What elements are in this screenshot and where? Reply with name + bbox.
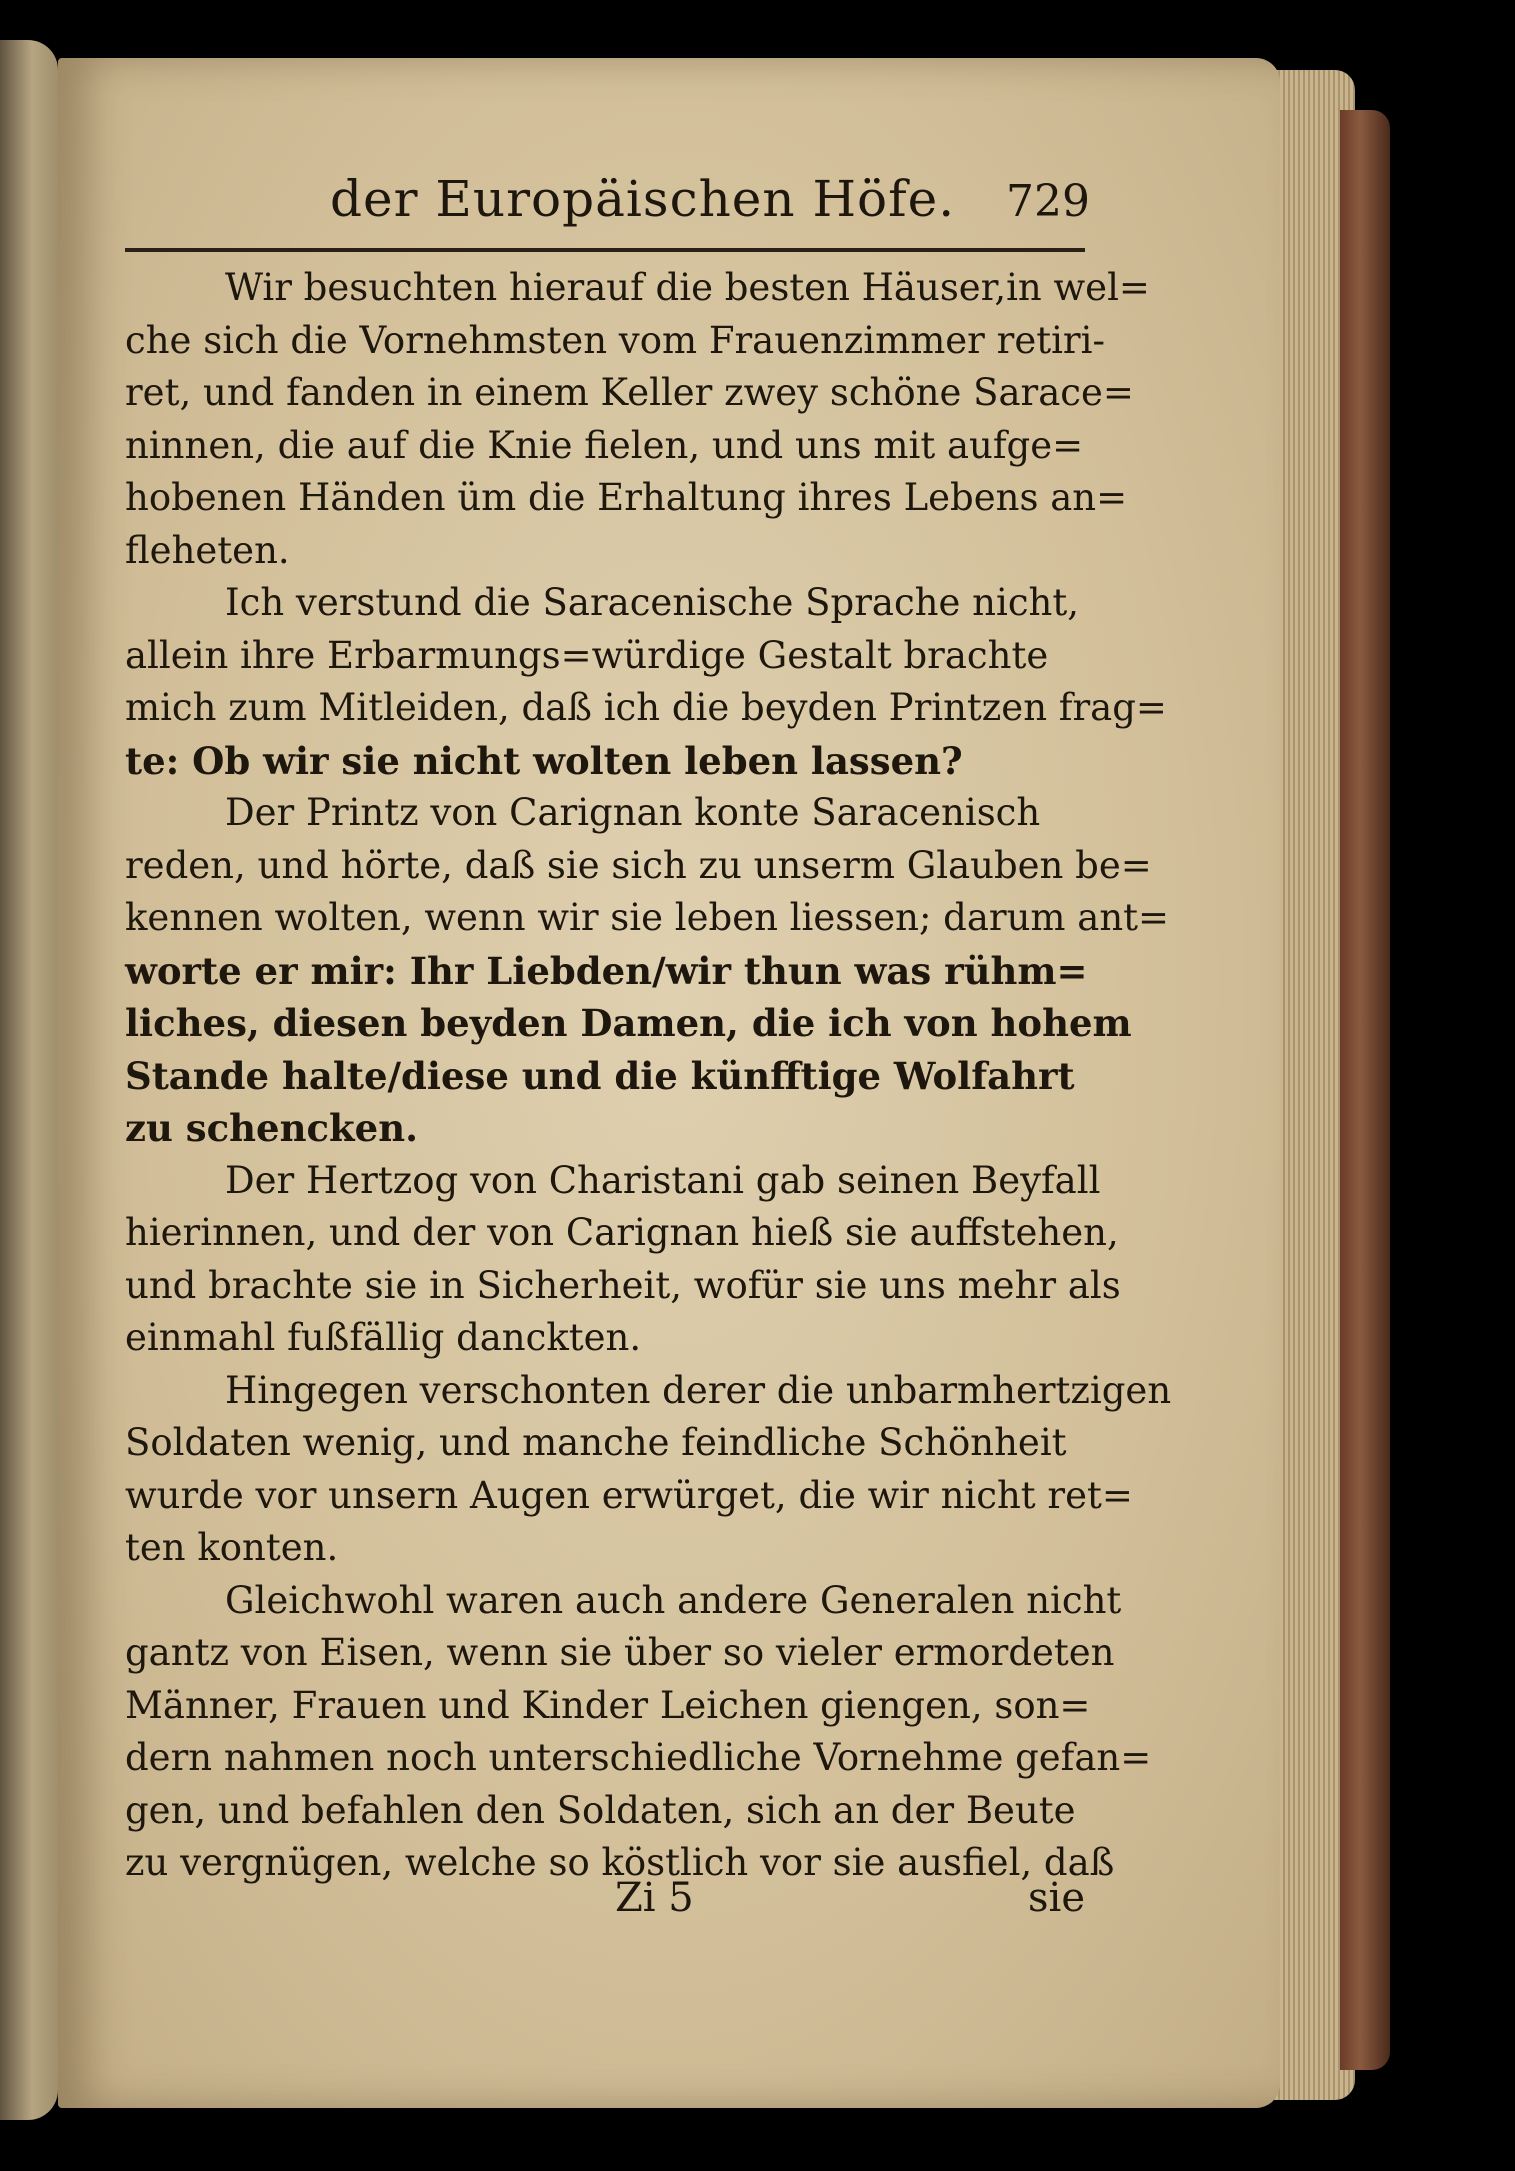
- text-line: mich zum Mitleiden, daß ich die beyden Printzen frag=: [125, 686, 1167, 729]
- page-number: 729: [1006, 176, 1090, 227]
- catchword: sie: [1028, 1875, 1085, 1921]
- text-line: hobenen Händen üm die Erhaltung ihres Lebens an=: [125, 476, 1128, 519]
- signature-mark: Zi 5: [615, 1875, 694, 1921]
- text-line: zu schencken.: [125, 1106, 418, 1150]
- text-line: einmahl fußfällig danckten.: [125, 1316, 642, 1359]
- body-text: [125, 262, 1172, 1890]
- text-line: Soldaten wenig, und manche feindliche Schönheit: [125, 1421, 1067, 1464]
- text-line: allein ihre Erbarmungs=würdige Gestalt brachte: [125, 633, 1049, 677]
- text-line: ninnen, die auf die Knie fielen, und uns mit aufge=: [125, 423, 1084, 467]
- text-line: hierinnen, und der von Carignan hieß sie auffstehen,: [125, 1211, 1119, 1254]
- text-line: fleheten.: [125, 528, 290, 572]
- text-line: Der Hertzog von Charistani gab seinen Beyfall: [225, 1158, 1101, 1202]
- page-footer: [125, 1875, 1085, 1935]
- text-line: ret, und fanden in einem Keller zwey schöne Sarace=: [125, 371, 1134, 414]
- text-line: ten konten.: [125, 1526, 339, 1569]
- text-line: gen, und befahlen den Soldaten, sich an der Beute: [125, 1788, 1076, 1832]
- text-line: dern nahmen noch unterschiedliche Vornehme gefan=: [125, 1736, 1152, 1779]
- text-line: worte er mir: Ihr Liebden/wir thun was rühm=: [125, 948, 1088, 993]
- text-line: Wir besuchten hierauf die besten Häuser,in wel=: [225, 266, 1150, 309]
- text-line: Der Printz von Carignan konte Saracenisch: [225, 791, 1041, 834]
- book-cover-edge: [1340, 110, 1390, 2070]
- text-line: Gleichwohl waren auch andere Generalen nicht: [225, 1578, 1122, 1622]
- text-line: kennen wolten, wenn wir sie leben liessen; darum ant=: [125, 896, 1170, 939]
- text-line: Männer, Frauen und Kinder Leichen giengen, son=: [125, 1683, 1091, 1727]
- header-rule: [125, 248, 1085, 252]
- page-header: [330, 170, 1090, 240]
- text-line: liches, diesen beyden Damen, die ich von hohem: [125, 1001, 1132, 1045]
- text-line: Stande halte/diese und die künfftige Wolfahrt: [125, 1053, 1075, 1098]
- facing-page-edge: [0, 40, 58, 2120]
- text-line: che sich die Vornehmsten vom Frauenzimmer retiri-: [125, 318, 1105, 362]
- text-line: Hingegen verschonten derer die unbarmhertzigen: [225, 1368, 1172, 1412]
- text-line: Ich verstund die Saracenische Sprache nicht,: [225, 581, 1080, 624]
- running-head: der Europäischen Höfe.: [330, 170, 956, 228]
- text-line: gantz von Eisen, wenn sie über so vieler ermordeten: [125, 1631, 1115, 1674]
- text-line: wurde vor unsern Augen erwürget, die wir nicht ret=: [125, 1473, 1133, 1517]
- text-line: reden, und hörte, daß sie sich zu unserm Glauben be=: [125, 843, 1152, 887]
- text-line: te: Ob wir sie nicht wolten leben lassen?: [125, 738, 963, 783]
- text-line: und brachte sie in Sicherheit, wofür sie uns mehr als: [125, 1263, 1121, 1307]
- text-line: zu vergnügen, welche so köstlich vor sie ausfiel, daß: [125, 1841, 1115, 1884]
